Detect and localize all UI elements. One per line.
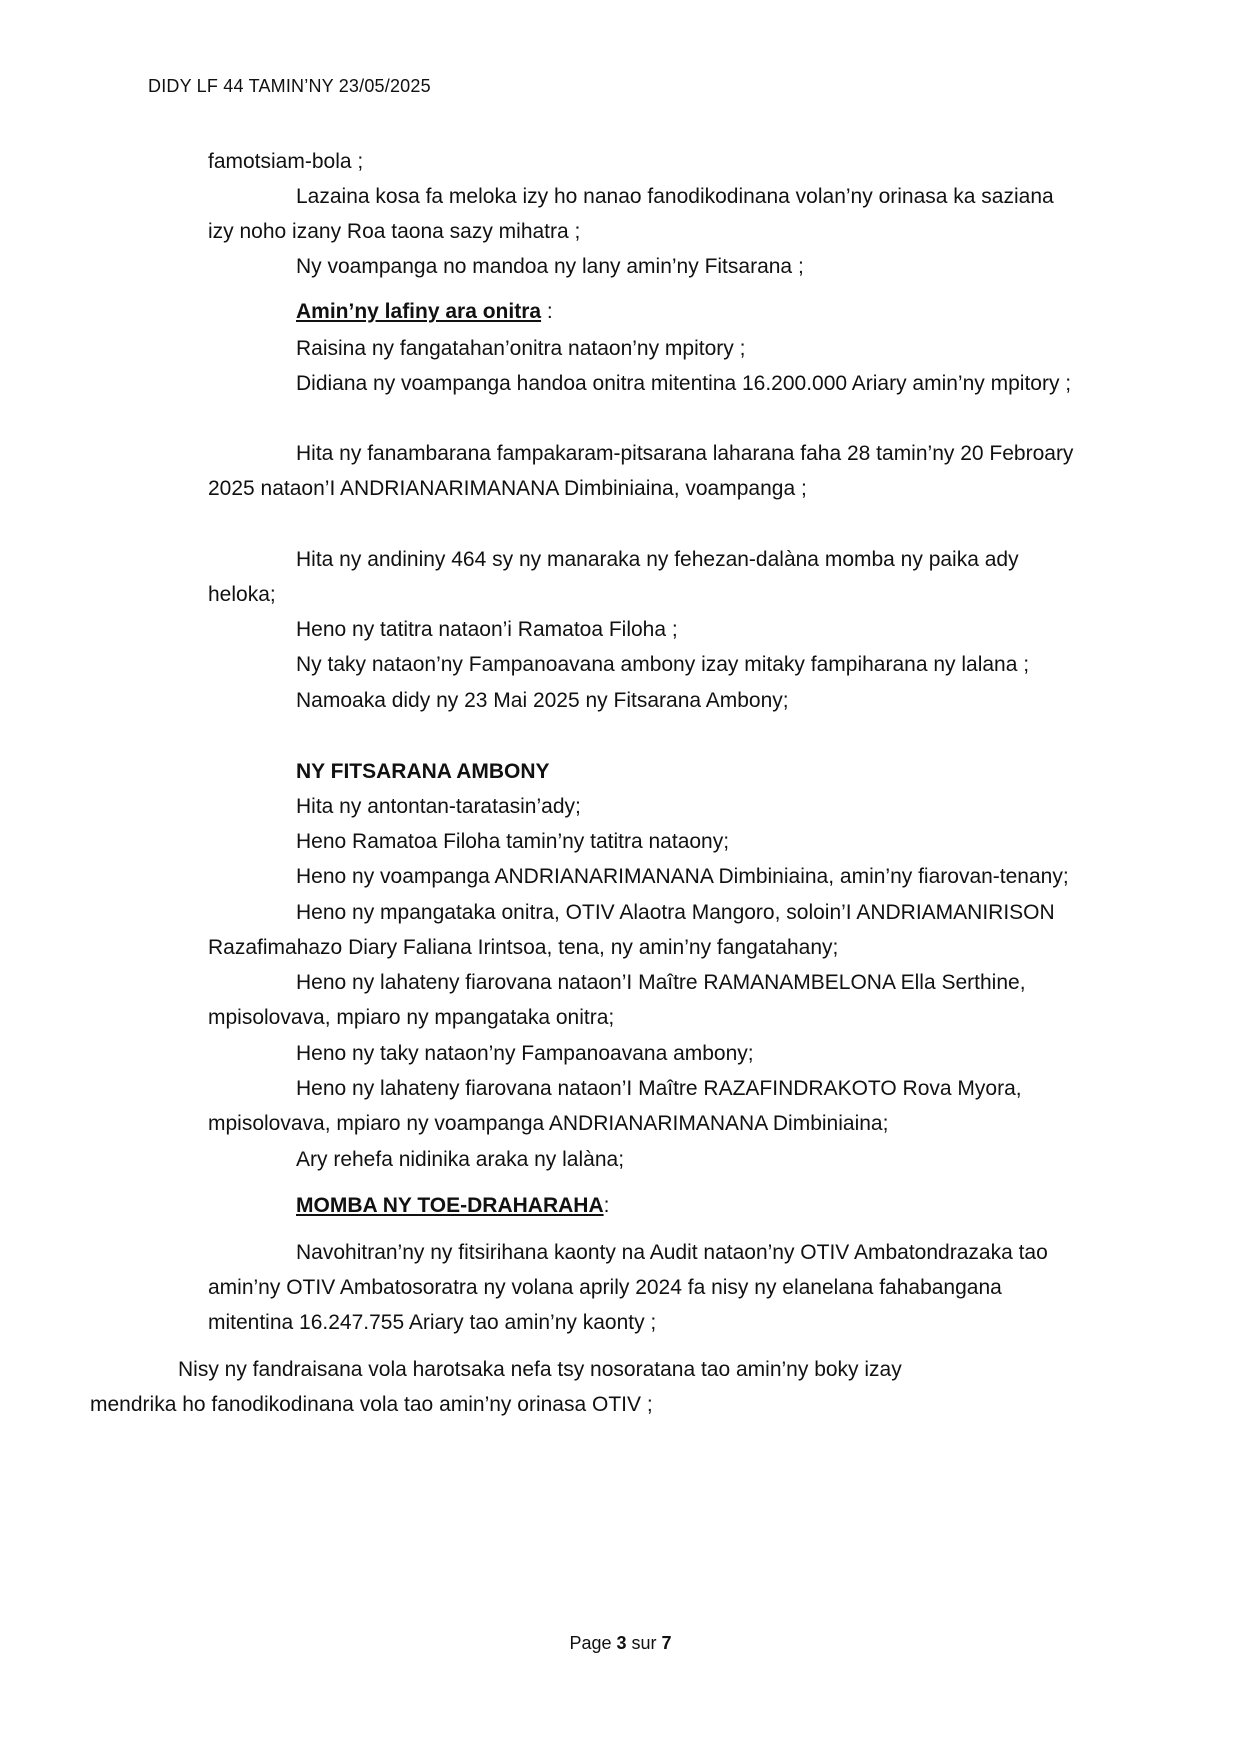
page-header: DIDY LF 44 TAMIN’NY 23/05/2025 xyxy=(148,76,431,96)
paragraph-line: Heno Ramatoa Filoha tamin’ny tatitra nataony; xyxy=(296,830,730,853)
paragraph-line: Navohitran’ny ny fitsirihana kaonty na Audit nataon’ny OTIV Ambatondrazaka tao xyxy=(296,1241,1048,1264)
page-number-current: 3 xyxy=(616,1633,627,1653)
paragraph-line: Heno ny taky nataon’ny Fampanoavana ambony; xyxy=(296,1042,754,1065)
heading-text: MOMBA NY TOE-DRAHARAHA xyxy=(296,1194,604,1217)
paragraph-line: Nisy ny fandraisana vola harotsaka nefa tsy nosoratana tao amin’ny boky izay xyxy=(178,1358,902,1381)
paragraph-line: Heno ny lahateny fiarovana nataon’I Maître RAMANAMBELONA Ella Serthine, xyxy=(296,971,1026,994)
paragraph-line: Lazaina kosa fa meloka izy ho nanao fanodikodinana volan’ny orinasa ka saziana xyxy=(296,185,1054,208)
section-heading-onitra xyxy=(296,292,553,331)
paragraph-line: Razafimahazo Diary Faliana Irintsoa, tena, ny amin’ny fangatahany; xyxy=(208,936,839,959)
section-heading-toe-draharaha xyxy=(296,1186,609,1225)
footer-middle: sur xyxy=(626,1633,662,1653)
paragraph-line: Hita ny andininy 464 sy ny manaraka ny fehezan-dalàna momba ny paika ady xyxy=(296,548,1019,571)
paragraph-line: Ny voampanga no mandoa ny lany amin’ny Fitsarana ; xyxy=(296,255,804,278)
section-heading-fitsarana: NY FITSARANA AMBONY xyxy=(296,760,550,783)
paragraph-line: mitentina 16.247.755 Ariary tao amin’ny kaonty ; xyxy=(208,1311,657,1334)
paragraph-line: 2025 nataon’I ANDRIANARIMANANA Dimbiniaina, voampanga ; xyxy=(208,477,807,500)
paragraph-line: mpisolovava, mpiaro ny voampanga ANDRIANARIMANANA Dimbiniaina; xyxy=(208,1112,889,1135)
footer-prefix: Page xyxy=(569,1633,617,1653)
paragraph-line: mpisolovava, mpiaro ny mpangataka onitra; xyxy=(208,1006,615,1029)
paragraph-line: Heno ny voampanga ANDRIANARIMANANA Dimbiniaina, amin’ny fiarovan-tenany; xyxy=(296,865,1069,888)
paragraph-line: Hita ny antontan-taratasin’ady; xyxy=(296,795,581,818)
paragraph-line: Heno ny mpangataka onitra, OTIV Alaotra Mangoro, soloin’I ANDRIAMANIRISON xyxy=(296,901,1055,924)
paragraph-line: Namoaka didy ny 23 Mai 2025 ny Fitsarana Ambony; xyxy=(296,689,789,712)
heading-text: Amin’ny lafiny ara onitra xyxy=(296,300,542,323)
paragraph-line: heloka; xyxy=(208,583,276,606)
paragraph-line: izy noho izany Roa taona sazy mihatra ; xyxy=(208,220,581,243)
paragraph-line: Ny taky nataon’ny Fampanoavana ambony izay mitaky fampiharana ny lalana ; xyxy=(296,653,1030,676)
paragraph-line: famotsiam-bola ; xyxy=(208,150,364,173)
paragraph-line: Raisina ny fangatahan’onitra nataon’ny mpitory ; xyxy=(296,337,746,360)
paragraph-line: amin’ny OTIV Ambatosoratra ny volana aprily 2024 fa nisy ny elanelana fahabangana xyxy=(208,1276,1002,1299)
heading-colon: : xyxy=(603,1194,610,1217)
paragraph-line: Hita ny fanambarana fampakaram-pitsarana laharana faha 28 tamin’ny 20 Febroary xyxy=(296,442,1074,465)
paragraph-line: Heno ny tatitra nataon’i Ramatoa Filoha ; xyxy=(296,618,678,641)
paragraph-line: Didiana ny voampanga handoa onitra mitentina 16.200.000 Ariary amin’ny mpitory ; xyxy=(296,372,1072,395)
page-footer xyxy=(0,1633,1241,1654)
heading-colon: : xyxy=(541,300,553,323)
paragraph-line: mendrika ho fanodikodinana vola tao amin’ny orinasa OTIV ; xyxy=(90,1393,653,1416)
page-number-total: 7 xyxy=(661,1633,672,1653)
paragraph-line: Ary rehefa nidinika araka ny lalàna; xyxy=(296,1148,625,1171)
paragraph-line: Heno ny lahateny fiarovana nataon’I Maître RAZAFINDRAKOTO Rova Myora, xyxy=(296,1077,1022,1100)
